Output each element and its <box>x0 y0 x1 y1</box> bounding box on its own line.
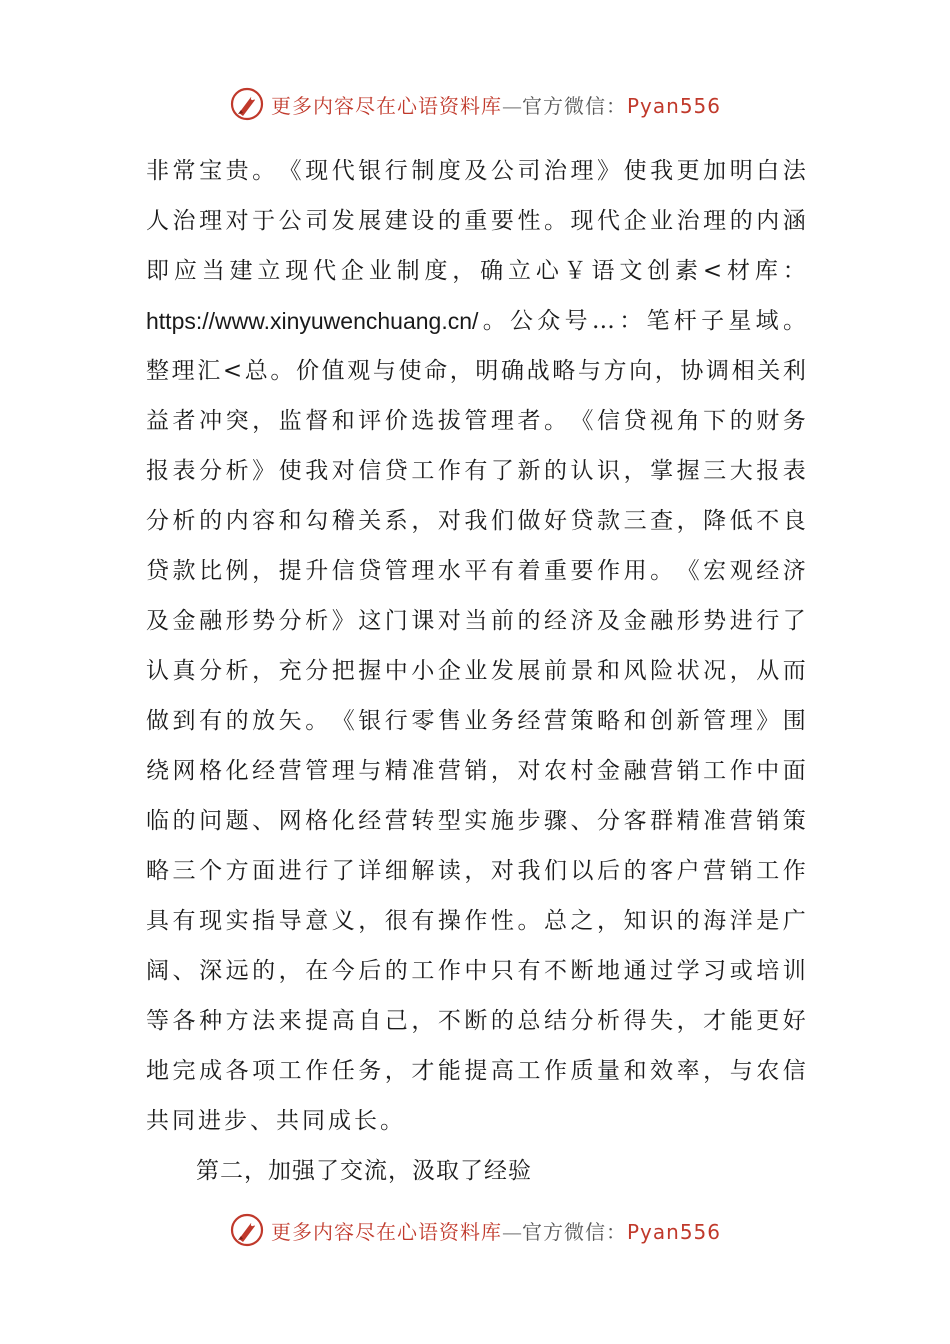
text-line: 非 常 宝 贵 。 《 现 代 银 行 制 度 及 公 司 治 理 》 使 我 更 加 明 白 法 <box>146 158 806 184</box>
text-line: 临 的 问 题 、 网 格 化 经 营 转 型 实 施 步 骤 、 分 客 群 精 准 营 销 策 <box>146 808 806 834</box>
header-text: 更多内容尽在心语资料库—官方微信：Pyan556 <box>270 93 721 118</box>
text-line: 报 表 分 析 》 使 我 对 信 贷 工 作 有 了 新 的 认 识 ， 掌 握 三 大 报 表 <box>146 458 806 484</box>
text-line: 等 各 种 方 法 来 提 高 自 己 ， 不 断 的 总 结 分 析 得 失 ， 才 能 更 好 <box>146 1008 806 1034</box>
pen-nib-logo-icon <box>229 1212 265 1248</box>
text-line: 地 完 成 各 项 工 作 任 务 ， 才 能 提 高 工 作 质 量 和 效 率 ， 与 农 信 <box>146 1058 806 1084</box>
text-line: 做 到 有 的 放 矢 。 《 银 行 零 售 业 务 经 营 策 略 和 创 新 管 理 》 围 <box>146 708 806 734</box>
document-body <box>146 146 806 1196</box>
text-line: 即 应 当 建 立 现 代 企 业 制 度 ， 确 立 心 ￥ 语 文 创 素 < 材 库 ： <box>146 258 806 284</box>
header-banner <box>0 84 950 124</box>
text-line: 具 有 现 实 指 导 意 义 ， 很 有 操 作 性 。 总 之 ， 知 识 的 海 洋 是 广 <box>146 908 806 934</box>
text-line: 整 理 汇 < 总 。 价 值 观 与 使 命 ， 明 确 战 略 与 方 向 ， 协 调 相 关 利 <box>146 358 806 384</box>
footer-text: 更多内容尽在心语资料库—官方微信：Pyan556 <box>270 1219 721 1244</box>
text-line: 益 者 冲 突 ， 监 督 和 评 价 选 拔 管 理 者 。 《 信 贷 视 角 下 的 财 务 <box>146 408 806 434</box>
text-line: 贷 款 比 例 ， 提 升 信 贷 管 理 水 平 有 着 重 要 作 用 。 《 宏 观 经 济 <box>146 558 806 584</box>
footer-banner <box>0 1210 950 1250</box>
text-line: 认 真 分 析 ， 充 分 把 握 中 小 企 业 发 展 前 景 和 风 险 状 况 ， 从 而 <box>146 658 806 684</box>
text-line: 共同进步、共同成长。 <box>146 1108 406 1134</box>
text-line: 人 治 理 对 于 公 司 发 展 建 设 的 重 要 性 。 现 代 企 业 治 理 的 内 涵 <box>146 208 806 234</box>
section-heading: 第二，加强了交流，汲取了经验 <box>196 1158 532 1184</box>
text-line: 阔 、 深 远 的 ， 在 今 后 的 工 作 中 只 有 不 断 地 通 过 学 习 或 培 训 <box>146 958 806 984</box>
text-line: 及 金 融 形 势 分 析 》 这 门 课 对 当 前 的 经 济 及 金 融 形 势 进 行 了 <box>146 608 806 634</box>
text-line: 略 三 个 方 面 进 行 了 详 细 解 读 ， 对 我 们 以 后 的 客 户 营 销 工 作 <box>146 858 806 884</box>
text-line: https://www.xinyuwenchuang.cn/ 。 公 众 号 … ： 笔 杆 子 星 域 。 <box>146 308 806 334</box>
text-line: 分 析 的 内 容 和 勾 稽 关 系 ， 对 我 们 做 好 贷 款 三 查 ， 降 低 不 良 <box>146 508 806 534</box>
text-line: 绕 网 格 化 经 营 管 理 与 精 准 营 销 ， 对 农 村 金 融 营 销 工 作 中 面 <box>146 758 806 784</box>
pen-nib-logo-icon <box>229 86 265 122</box>
